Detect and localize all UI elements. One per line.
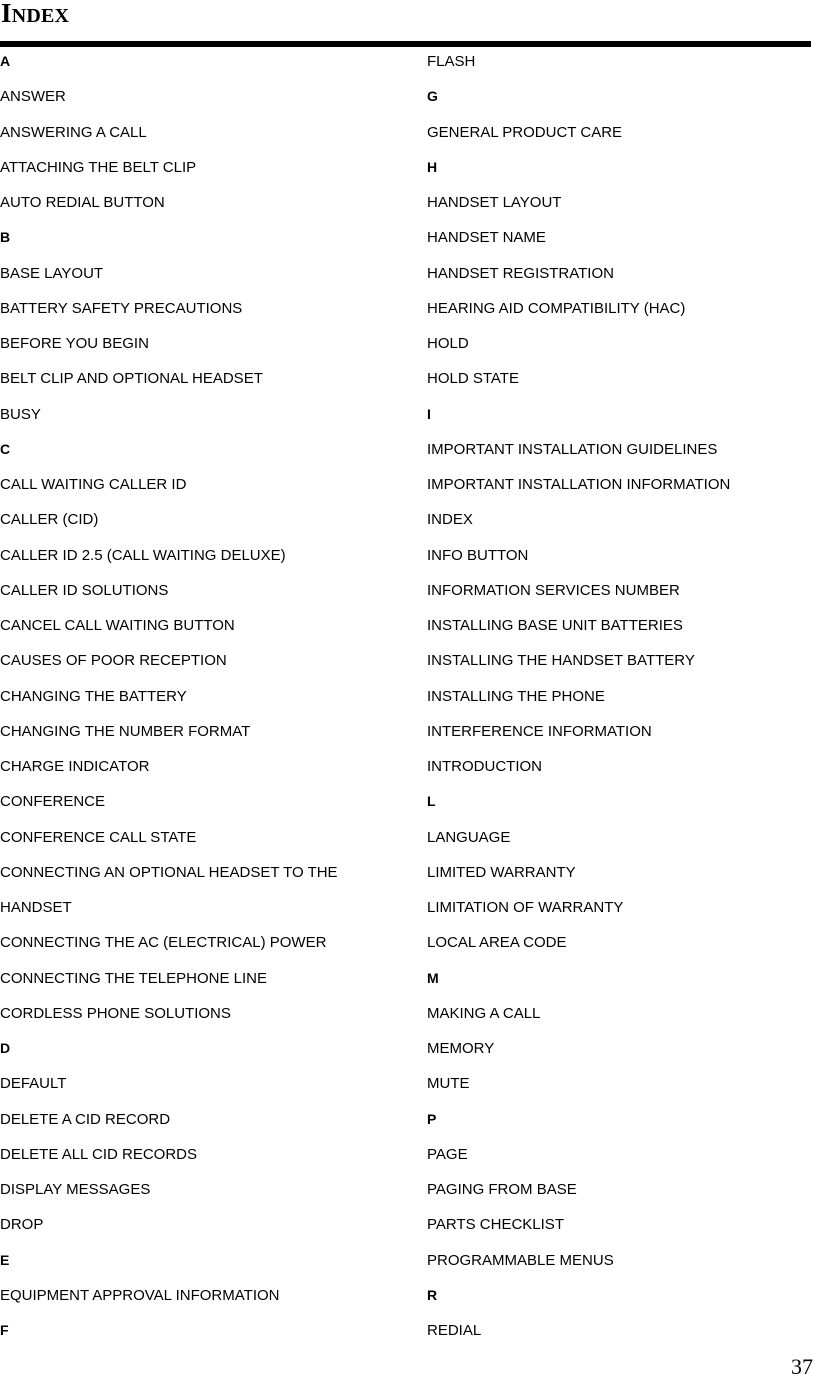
index-entry: HANDSET [0,899,72,916]
index-entry: BEFORE YOU BEGIN [0,335,149,352]
index-entry: CALL WAITING CALLER ID [0,476,187,493]
index-entry: DEFAULT [0,1075,67,1093]
index-entry: BATTERY SAFETY PRECAUTIONS [0,299,243,317]
index-entry: BUSY [0,405,41,423]
index-entry: LANGUAGE [427,828,511,846]
index-entry: CALLER ID 2.5 (CALL WAITING DELUXE) [0,546,286,564]
index-entry: INFORMATION SERVICES NUMBER [427,581,680,599]
index-letter-heading: A [0,53,11,69]
index-letter-heading: L [427,793,436,810]
index-entry: HANDSET REGISTRATION [427,264,614,282]
index-entry: INDEX [427,511,473,529]
index-entry: CHARGE INDICATOR [0,758,150,775]
index-letter-heading: H [427,158,438,175]
index-entry: CALLER ID SOLUTIONS [0,581,169,599]
index-letter-heading: E [0,1251,10,1268]
index-entry: PROGRAMMABLE MENUS [427,1251,614,1269]
index-entry: CORDLESS PHONE SOLUTIONS [0,1004,231,1022]
index-letter-heading: P [427,1110,437,1127]
index-entry: DELETE A CID RECORD [0,1110,171,1128]
index-letter-heading: I [427,405,431,422]
index-letter-heading: C [0,440,11,457]
index-entry: FLASH [427,53,476,70]
index-entry: INTRODUCTION [427,758,542,775]
index-letter-heading: R [427,1286,438,1303]
index-entry: INSTALLING BASE UNIT BATTERIES [427,617,683,634]
index-entry: HANDSET NAME [427,229,546,247]
index-entry: REDIAL [427,1322,482,1339]
index-entry: CONFERENCE [0,793,106,811]
index-entry: HOLD [427,335,469,352]
page-title-rest: NDEX [11,5,70,27]
index-entry: INSTALLING THE HANDSET BATTERY [427,652,695,670]
page-number: 37 [791,1354,813,1379]
index-letter-heading: D [0,1040,11,1056]
index-entry: CAUSES OF POOR RECEPTION [0,652,227,670]
index-entry: LIMITED WARRANTY [427,863,576,881]
index-entry: CHANGING THE BATTERY [0,687,187,705]
index-entry: DROP [0,1216,44,1234]
index-entry: INFO BUTTON [427,546,529,564]
index-entry: CONNECTING THE TELEPHONE LINE [0,969,267,987]
index-entry: PAGE [427,1145,468,1163]
index-entry: LOCAL AREA CODE [427,934,567,952]
index-entry: HEARING AID COMPATIBILITY (HAC) [427,299,686,317]
index-column-right [427,44,730,1348]
page-title-initial: I [1,0,12,28]
index-letter-heading: F [0,1322,9,1338]
index-entry: DISPLAY MESSAGES [0,1181,151,1198]
index-entry: BASE LAYOUT [0,264,104,282]
index-entry: CALLER (CID) [0,511,99,529]
index-entry: CONNECTING THE AC (ELECTRICAL) POWER [0,934,327,952]
index-entry: ATTACHING THE BELT CLIP [0,158,197,176]
index-entry: DELETE ALL CID RECORDS [0,1145,197,1163]
index-letter-heading: B [0,229,11,246]
index-entry: HANDSET LAYOUT [427,194,562,211]
index-entry: INTERFERENCE INFORMATION [427,722,652,740]
index-entry: ANSWERING A CALL [0,123,147,141]
index-entry: INSTALLING THE PHONE [427,687,605,705]
index-letter-heading: M [427,969,439,986]
index-entry: GENERAL PRODUCT CARE [427,123,623,141]
index-entry: PARTS CHECKLIST [427,1216,564,1234]
index-entry: IMPORTANT INSTALLATION INFORMATION [427,476,731,493]
index-entry: CONNECTING AN OPTIONAL HEADSET TO THE [0,863,338,881]
index-entry: HOLD STATE [427,370,519,388]
index-entry: BELT CLIP AND OPTIONAL HEADSET [0,370,263,388]
index-entry: ANSWER [0,88,66,106]
index-entry: MEMORY [427,1040,495,1057]
index-entry: PAGING FROM BASE [427,1181,577,1198]
index-column-left [0,44,338,1348]
index-entry: MAKING A CALL [427,1004,541,1022]
index-entry: CONFERENCE CALL STATE [0,828,197,846]
index-entry: AUTO REDIAL BUTTON [0,194,165,211]
index-entry: MUTE [427,1075,470,1093]
index-entry: CANCEL CALL WAITING BUTTON [0,617,235,634]
index-entry: CHANGING THE NUMBER FORMAT [0,722,251,740]
index-entry: LIMITATION OF WARRANTY [427,899,624,916]
index-letter-heading: G [427,88,438,105]
page-title [1,0,69,30]
index-entry: IMPORTANT INSTALLATION GUIDELINES [427,440,718,458]
index-entry: EQUIPMENT APPROVAL INFORMATION [0,1286,280,1304]
